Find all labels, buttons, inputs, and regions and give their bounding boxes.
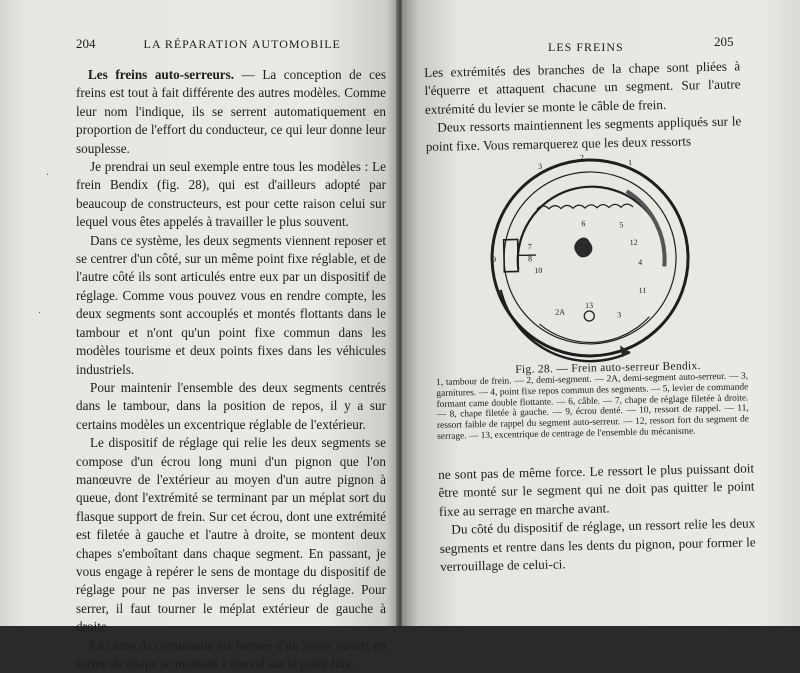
left-paragraph-2: Je prendrai un seul exemple entre tous les modèles : Le frein Bendix (fig. 28), qui est d'ailleurs adopté par beaucoup de constructeurs, est pour cette raison celui sur lequel vous êtes appelés à travailler le plus souvent. <box>76 158 386 232</box>
left-paragraph-1 <box>76 66 386 158</box>
left-header <box>76 36 341 52</box>
right-top-text <box>424 57 742 156</box>
lower-arc <box>539 317 649 344</box>
fig-label-10: 10 <box>534 266 542 275</box>
fig-label-6: 6 <box>581 219 585 228</box>
section-heading: Les freins auto-serreurs. <box>88 67 234 82</box>
figure-legend: 1, tambour de frein. — 2, demi-segment. — 2A, demi-segment auto-serreur. — 3, garnitures. — 4, point fixe repos commun des segments. — 5, levier de commande formant came double flottante. — 6, câble. — 7, chape de réglage filetée à droite. — 8, chape filetée à gauche. — 9, écrou denté. — 10, ressort de rappel. — 11, ressort faible de rappel du segment auto-serreur. — 12, ressort fort du segment de serrage. — 13, excentrique de centrage de l'ensemble du mécanisme. <box>436 371 749 442</box>
left-page <box>0 0 398 626</box>
fig-label-12: 12 <box>630 238 638 247</box>
fig-label-11: 11 <box>639 286 647 295</box>
fig-label-8: 8 <box>528 254 532 263</box>
fig-label-3-bottom: 3 <box>617 310 621 319</box>
excentric-pivot <box>584 311 594 321</box>
adjuster-block <box>504 239 519 271</box>
right-page-number: 205 <box>714 34 734 50</box>
fig-label-2A: 2A <box>555 307 565 316</box>
margin-speck: · <box>46 170 49 181</box>
figure-caption-title: Fig. 28. — Frein auto-serreur Bendix. <box>498 360 718 377</box>
fig-label-13: 13 <box>585 301 593 310</box>
right-running-title: LES FREINS <box>548 40 624 55</box>
left-paragraph-5: Le dispositif de réglage qui relie les deux segments se compose d'un écrou long muni d'un pignon que l'on manœuvre de l'extérieur au moyen d'un autre pignon à queue, dont l'extrémité se terminant par un méplat sort du flasque support de frein. Sur cet écrou, dont une extrémité est filetée à gauche et l'autre à droite, se montent deux chapes s'emboîtant dans chaque segment. En passant, je vous engage à repérer le sens de montage du dispositif de réglage pour ne pas inverser le sens du réglage. Pour serrer, il faut tourner le méplat extérieur de gauche à droite. <box>76 434 386 636</box>
ink-blot <box>574 237 593 257</box>
left-page-number: 204 <box>76 36 96 51</box>
left-paragraph-3: Dans ce système, les deux segments viennent reposer et se centrer d'un côté, sur un même point fixe réglable, et de l'autre côté ils sont articulés entre eux par un dispositif de réglage. Comme vous pouvez vous en rendre compte, les deux segments sont accouplés et montés flottants dans le tambour et n'ont qu'un point fixe commun dans les modèles tourisme et deux points fixes dans les véhicules industriels. <box>76 232 386 379</box>
left-paragraph-6: La came de commande est formée d'un levier ouvert en forme de chape se montant à cheval sur le point fixe. <box>76 637 386 673</box>
left-running-title: LA RÉPARATION AUTOMOBILE <box>144 37 341 51</box>
spring-coil <box>537 204 633 209</box>
lining-arc <box>627 190 665 267</box>
right-paragraph-2: Deux ressorts maintiennent les segments appliqués sur le point fixe. Vous remarquerez que les deux ressorts <box>425 113 742 156</box>
right-paragraph-3: ne sont pas de même force. Le ressort le plus puissant doit être monté sur le segment qui ne doit pas quitter le point fixe au serrage en marche avant. <box>438 459 755 521</box>
fig-label-4: 4 <box>638 258 642 267</box>
right-bottom-text <box>438 459 756 576</box>
left-paragraph-4: Pour maintenir l'ensemble des deux segments centrés dans le tambour, dans la position de repos, il y a sur certains modèles un excentrique réglable de l'extérieur. <box>76 379 386 434</box>
left-text-column <box>76 66 386 673</box>
fig-label-3: 3 <box>538 162 542 171</box>
bendix-brake-figure <box>476 146 700 366</box>
fig-label-2: 2 <box>580 153 584 162</box>
fig-label-5: 5 <box>619 220 623 229</box>
left-paragraph-1-text: — La conception de ces freins est tout à fait différente des autres modèles. Comme leur nom l'indique, ils se serrent automatiquement en proportion de l'effort du conducteur, ce qui leur donne leur souplesse. <box>76 67 386 156</box>
right-paragraph-4: Du côté du dispositif de réglage, un ressort relie les deux segments et rentre dans les dents du pignon, pour former le verrouillage de celui-ci. <box>439 515 756 577</box>
fig-label-7: 7 <box>528 242 532 251</box>
right-paragraph-1: Les extrémités des branches de la chape sont pliées à l'équerre et attaquent chacune un segment. Sur l'autre extrémité du levier se monte le câble de frein. <box>424 57 741 119</box>
margin-speck: · <box>38 308 41 319</box>
fig-label-1: 1 <box>628 158 632 167</box>
fig-label-9: 9 <box>492 255 496 264</box>
